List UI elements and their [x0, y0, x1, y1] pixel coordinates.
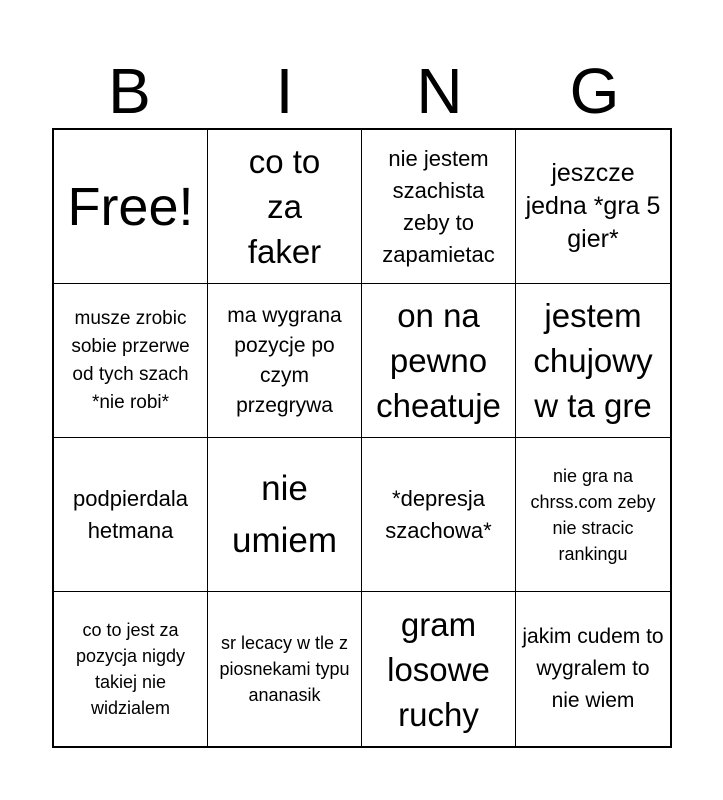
bingo-cell[interactable]: [516, 592, 670, 746]
cell-text: musze zrobic sobie przerwe od tych szach *nie robi*: [71, 307, 190, 413]
cell-text: co to za faker: [247, 143, 322, 270]
cell-text: on na pewno cheatuje: [376, 297, 501, 424]
bingo-header: [52, 56, 672, 126]
header-letter-i: I: [275, 55, 294, 127]
bingo-cell[interactable]: [516, 284, 670, 438]
cell-text: nie gra na chrss.com zeby nie stracic rankingu: [530, 465, 656, 564]
bingo-cell[interactable]: [362, 438, 516, 592]
bingo-cell[interactable]: [208, 284, 362, 438]
cell-text: podpierdala hetmana: [73, 485, 188, 543]
cell-text: ma wygrana pozycje po czym przegrywa: [227, 303, 342, 417]
cell-text: gram losowe ruchy: [387, 605, 490, 733]
bingo-cell[interactable]: [54, 592, 208, 746]
header-letter-n: N: [416, 55, 463, 127]
cell-text: jakim cudem to wygralem to nie wiem: [522, 625, 664, 712]
cell-text: *depresja szachowa*: [385, 485, 492, 543]
cell-text: Free!: [67, 176, 194, 237]
bingo-cell-free[interactable]: [54, 130, 208, 284]
bingo-cell[interactable]: [516, 130, 670, 284]
header-letter-g: G: [569, 55, 620, 127]
bingo-cell[interactable]: [362, 284, 516, 438]
cell-text: jeszcze jedna *gra 5 gier*: [525, 159, 661, 253]
bingo-cell[interactable]: [208, 592, 362, 746]
cell-text: jestem chujowy w ta gre: [533, 297, 653, 424]
bingo-cell[interactable]: [362, 592, 516, 746]
header-letter-b: B: [108, 55, 151, 127]
bingo-grid: [52, 128, 672, 748]
cell-text: co to jest za pozycja nigdy takiej nie widzialem: [75, 620, 186, 718]
cell-text: nie jestem szachista zeby to zapamietac: [382, 145, 495, 267]
cell-text: sr lecacy w tle z piosnekami typu ananasik: [219, 633, 350, 705]
bingo-cell[interactable]: [208, 438, 362, 592]
bingo-cell[interactable]: [362, 130, 516, 284]
bingo-cell[interactable]: [208, 130, 362, 284]
bingo-cell[interactable]: [54, 438, 208, 592]
bingo-cell[interactable]: [54, 284, 208, 438]
cell-text: nie umiem: [231, 468, 338, 560]
bingo-cell[interactable]: [516, 438, 670, 592]
